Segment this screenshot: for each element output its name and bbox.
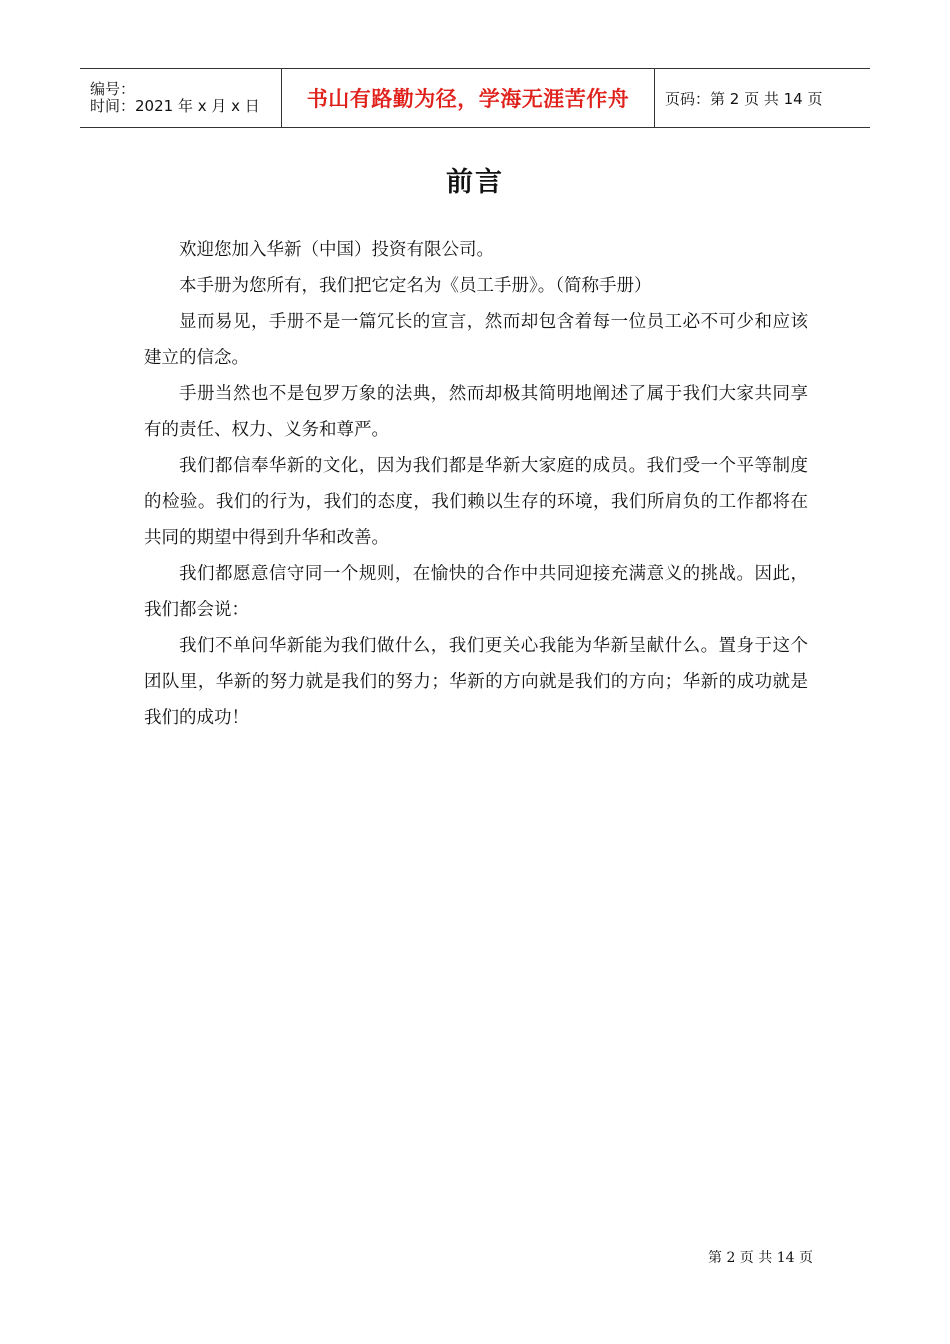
document-time: 时间：2021 年 x 月 x 日 [90,97,260,115]
paragraph: 我们都信奉华新的文化，因为我们都是华新大家庭的成员。我们受一个平等制度的检验。我们的行为，我们的态度，我们赖以生存的环境，我们所肩负的工作都将在共同的期望中得到升华和改善。 [144,456,808,548]
page-header [80,68,870,128]
page-footer: 第 2 页 共 14 页 [708,1250,813,1266]
header-page-number: 页码：第 2 页 共 14 页 [665,89,823,108]
header-meta [80,69,282,127]
preface-body [144,232,808,736]
motto-text: 书山有路勤为径，学海无涯苦作舟 [306,87,630,111]
header-motto [282,69,655,127]
paragraph: 本手册为您所有，我们把它定名为《员工手册》。（简称手册） [179,276,652,296]
document-number: 编号： [90,80,136,98]
page-title: 前言 [446,167,504,198]
header-page-info [655,69,870,127]
paragraph: 我们都愿意信守同一个规则，在愉快的合作中共同迎接充满意义的挑战。因此，我们都会说： [144,564,808,620]
paragraph: 手册当然也不是包罗万象的法典，然而却极其简明地阐述了属于我们大家共同享有的责任、权力、义务和尊严。 [144,384,808,440]
paragraph: 显而易见，手册不是一篇冗长的宣言，然而却包含着每一位员工必不可少和应该建立的信念。 [144,312,808,368]
paragraph: 欢迎您加入华新（中国）投资有限公司。 [179,240,494,260]
paragraph: 我们不单问华新能为我们做什么，我们更关心我能为华新呈献什么。置身于这个团队里，华新的努力就是我们的努力；华新的方向就是我们的方向；华新的成功就是我们的成功！ [144,636,808,728]
